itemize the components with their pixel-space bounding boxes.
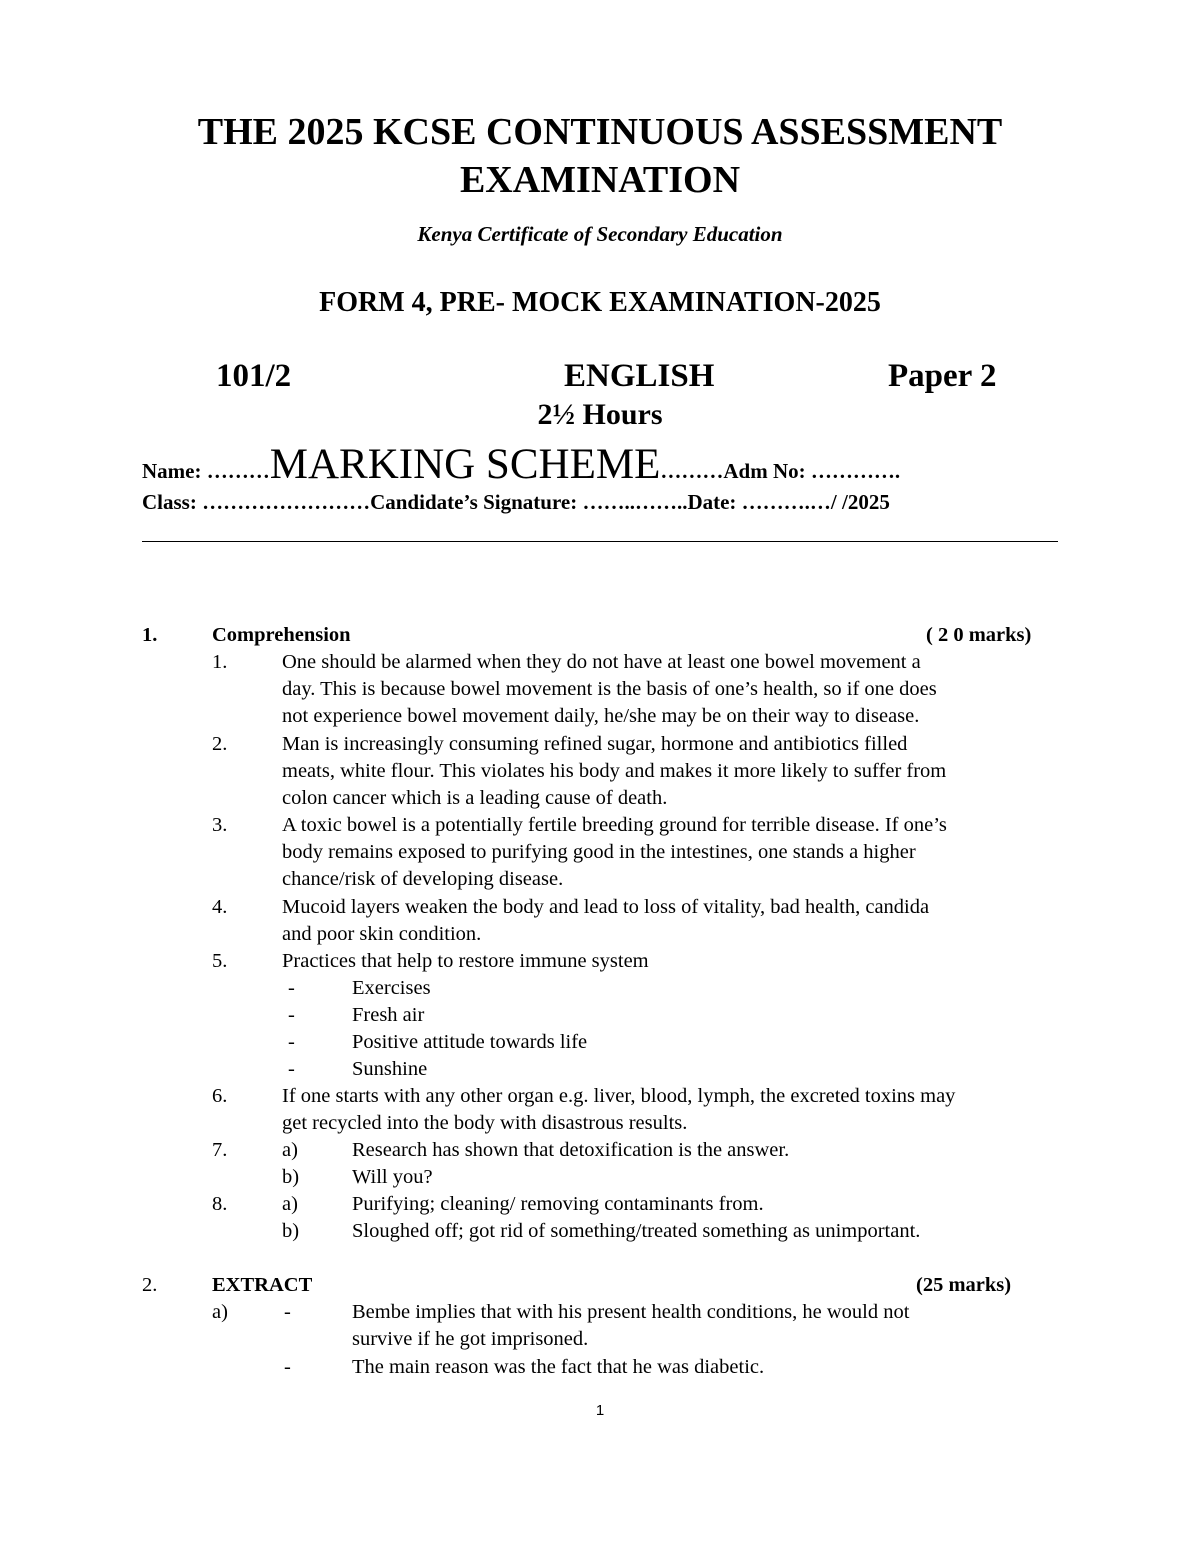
sub-label: a) <box>282 1193 298 1215</box>
answer-line: Will you? <box>352 1166 433 1188</box>
answer-line: The main reason was the fact that he was diabetic. <box>352 1356 765 1378</box>
answer-line: If one starts with any other organ e.g. liver, blood, lymph, the excreted toxins may <box>282 1085 956 1107</box>
section-number: 2. <box>142 1274 158 1296</box>
answer-line: Purifying; cleaning/ removing contaminants from. <box>352 1193 764 1215</box>
practice-item: Fresh air <box>352 1004 425 1026</box>
sub-label: a) <box>212 1301 228 1323</box>
question-number: 7. <box>212 1139 228 1161</box>
question-number: 5. <box>212 950 228 972</box>
answer-line: A toxic bowel is a potentially fertile breeding ground for terrible disease. If one’s <box>282 814 947 836</box>
section-heading: Comprehension <box>212 624 351 646</box>
header-divider <box>142 541 1058 542</box>
answer-line: Sloughed off; got rid of something/treated something as unimportant. <box>352 1220 921 1242</box>
name-label: Name: ……… <box>142 459 270 483</box>
answer-line: Research has shown that detoxification is the answer. <box>352 1139 790 1161</box>
practice-item: Positive attitude towards life <box>352 1031 588 1053</box>
paper-number: Paper 2 <box>888 358 997 394</box>
answer-line: colon cancer which is a leading cause of death. <box>282 787 668 809</box>
section-number: 1. <box>142 624 158 646</box>
answer-line: Mucoid layers weaken the body and lead to loss of vitality, bad health, candida <box>282 896 930 918</box>
bullet-dash: - <box>288 1058 295 1080</box>
bullet-dash: - <box>288 1004 295 1026</box>
candidate-name-row <box>142 440 900 489</box>
adm-no-label: ………Adm No: …………. <box>660 459 901 483</box>
exam-duration: 2½ Hours <box>537 398 663 431</box>
document-subtitle: Kenya Certificate of Secondary Education <box>417 222 783 246</box>
answer-line: get recycled into the body with disastrous results. <box>282 1112 688 1134</box>
answer-line: One should be alarmed when they do not have at least one bowel movement a <box>282 651 921 673</box>
sub-label: a) <box>282 1139 298 1161</box>
bullet-dash: - <box>288 1031 295 1053</box>
paper-subject: ENGLISH <box>564 358 715 394</box>
answer-line: body remains exposed to purifying good in the intestines, one stands a higher <box>282 841 916 863</box>
answer-line: and poor skin condition. <box>282 923 482 945</box>
answer-line: Practices that help to restore immune system <box>282 950 649 972</box>
answer-line: chance/risk of developing disease. <box>282 868 564 890</box>
answer-line: not experience bowel movement daily, he/she may be on their way to disease. <box>282 705 920 727</box>
answer-line: meats, white flour. This violates his body and makes it more likely to suffer from <box>282 760 947 782</box>
form-line: FORM 4, PRE- MOCK EXAMINATION-2025 <box>319 287 881 318</box>
candidate-class-row: Class: ……………………Candidate’s Signature: ……..……..Date: ……….…/ /2025 <box>142 490 890 514</box>
answer-line: Man is increasingly consuming refined sugar, hormone and antibiotics filled <box>282 733 908 755</box>
answer-line: day. This is because bowel movement is the basis of one’s health, so if one does <box>282 678 937 700</box>
bullet-dash: - <box>288 977 295 999</box>
section-marks: (25 marks) <box>916 1274 1012 1296</box>
page-number: 1 <box>595 1402 605 1419</box>
question-number: 4. <box>212 896 228 918</box>
answer-line: survive if he got imprisoned. <box>352 1328 589 1350</box>
marking-scheme-label: MARKING SCHEME <box>269 441 661 488</box>
bullet-dash: - <box>284 1356 291 1378</box>
document-title-line2: EXAMINATION <box>459 159 741 201</box>
section-marks: ( 2 0 marks) <box>926 624 1032 646</box>
question-number: 6. <box>212 1085 228 1107</box>
sub-label: b) <box>282 1220 300 1242</box>
paper-code: 101/2 <box>216 358 292 394</box>
question-number: 8. <box>212 1193 228 1215</box>
section-heading: EXTRACT <box>212 1274 313 1296</box>
answer-line: Bembe implies that with his present health conditions, he would not <box>352 1301 910 1323</box>
question-number: 3. <box>212 814 228 836</box>
practice-item: Exercises <box>352 977 431 999</box>
document-title-line1: THE 2025 KCSE CONTINUOUS ASSESSMENT <box>197 111 1003 153</box>
bullet-dash: - <box>284 1301 291 1323</box>
question-number: 1. <box>212 651 228 673</box>
sub-label: b) <box>282 1166 300 1188</box>
question-number: 2. <box>212 733 228 755</box>
practice-item: Sunshine <box>352 1058 428 1080</box>
